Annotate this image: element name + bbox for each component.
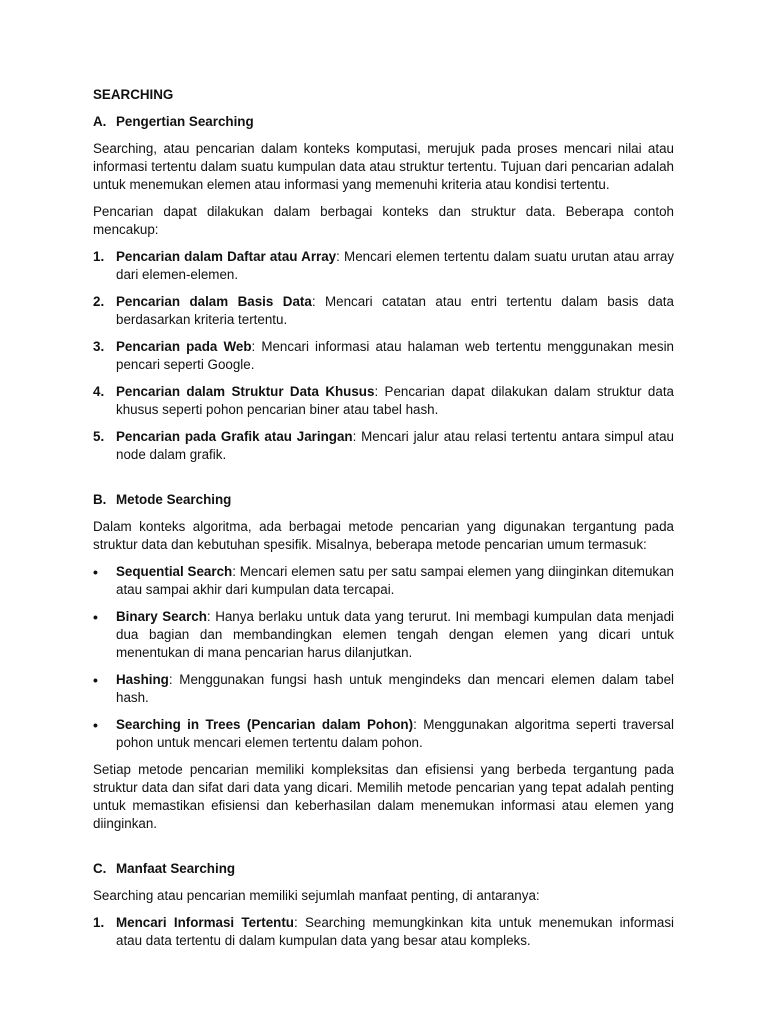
- list-item-term: Pencarian dalam Daftar atau Array: [116, 249, 337, 264]
- list-item: [93, 293, 674, 329]
- bullet-icon: •: [93, 609, 98, 625]
- section-a-heading: [93, 113, 674, 131]
- list-item-description: : Mencari informasi atau halaman web tertentu menggunakan mesin pencari seperti Google.: [116, 339, 674, 372]
- list-item: [93, 608, 674, 662]
- section-c-letter: C.: [93, 861, 107, 876]
- list-item-term: Pencarian pada Grafik atau Jaringan: [116, 429, 353, 444]
- list-number: 4.: [93, 384, 105, 399]
- section-a-title: Pengertian Searching: [116, 114, 254, 129]
- section-a-paragraph-2: Pencarian dapat dilakukan dalam berbagai konteks dan struktur data. Beberapa contoh mencakup:: [93, 204, 674, 237]
- list-number: 1.: [93, 915, 105, 930]
- list-item-term: Pencarian dalam Struktur Data Khusus: [116, 384, 375, 399]
- blank-line: [93, 842, 674, 860]
- section-b-heading: [93, 491, 674, 509]
- section-b-paragraph-1: Dalam konteks algoritma, ada berbagai metode pencarian yang digunakan tergantung pada struktur data dan kebutuhan spesifik. Misalnya, beberapa metode pencarian umum termasuk:: [93, 519, 674, 552]
- bullet-icon: •: [93, 564, 98, 580]
- section-c-numbered-list: [93, 914, 674, 950]
- document-title: SEARCHING: [93, 87, 174, 102]
- list-item-description: : Mencari elemen tertentu dalam suatu urutan atau array dari elemen-elemen.: [116, 249, 674, 282]
- list-item-term: Binary Search: [116, 609, 207, 624]
- list-item-description: : Menggunakan algoritma seperti traversal pohon untuk mencari elemen tertentu dalam pohon.: [116, 717, 674, 750]
- list-item-term: Searching in Trees (Pencarian dalam Pohon): [116, 717, 414, 732]
- section-a-paragraph-1: Searching, atau pencarian dalam konteks komputasi, merujuk pada proses mencari nilai atau informasi tertentu dalam suatu kumpulan data atau struktur tertentu. Tujuan dari pencarian adalah untuk menemukan elemen atau informasi yang memenuhi kriteria atau kondisi tertentu.: [93, 141, 674, 192]
- list-item-term: Mencari Informasi Tertentu: [116, 915, 294, 930]
- list-item: [93, 338, 674, 374]
- list-item: [93, 716, 674, 752]
- list-item-description: : Menggunakan fungsi hash untuk mengindeks dan mencari elemen dalam tabel hash.: [116, 672, 674, 705]
- list-item-term: Pencarian dalam Basis Data: [116, 294, 312, 309]
- section-b-title: Metode Searching: [116, 492, 232, 507]
- list-item-description: : Mencari catatan atau entri tertentu dalam basis data berdasarkan kriteria tertentu.: [116, 294, 674, 327]
- section-a-letter: A.: [93, 114, 107, 129]
- bullet-icon: •: [93, 672, 98, 688]
- section-a-numbered-list: [93, 248, 674, 464]
- list-item: [93, 563, 674, 599]
- list-item-description: : Mencari elemen satu per satu sampai elemen yang diinginkan ditemukan atau sampai akhir dari kumpulan data tercapai.: [116, 564, 674, 597]
- section-b-paragraph-2: Setiap metode pencarian memiliki kompleksitas dan efisiensi yang berbeda tergantung pada struktur data dan sifat dari data yang dicari. Memilih metode pencarian yang tepat adalah penting untuk memastikan efisiensi dan keberhasilan dalam menemukan informasi atau elemen yang diinginkan.: [93, 762, 674, 831]
- list-item-description: : Mencari jalur atau relasi tertentu antara simpul atau node dalam grafik.: [116, 429, 674, 462]
- list-item-term: Hashing: [116, 672, 169, 687]
- list-item-term: Sequential Search: [116, 564, 233, 579]
- list-number: 3.: [93, 339, 105, 354]
- section-b-letter: B.: [93, 492, 107, 507]
- list-item-term: Pencarian pada Web: [116, 339, 252, 354]
- section-c-heading: [93, 860, 674, 878]
- list-item-description: : Searching memungkinkan kita untuk menemukan informasi atau data tertentu di dalam kumpulan data yang besar atau kompleks.: [116, 915, 675, 948]
- list-item: [93, 671, 674, 707]
- document-page: [93, 86, 674, 959]
- list-item: [93, 248, 674, 284]
- bullet-icon: •: [93, 717, 98, 733]
- blank-line: [93, 473, 674, 491]
- list-number: 1.: [93, 249, 105, 264]
- section-c-title: Manfaat Searching: [116, 861, 236, 876]
- list-item: [93, 914, 674, 950]
- section-b-bullet-list: [93, 563, 674, 752]
- list-item-description: : Pencarian dapat dilakukan dalam struktur data khusus seperti pohon pencarian biner atau tabel hash.: [116, 384, 674, 417]
- section-c-paragraph-1: Searching atau pencarian memiliki sejumlah manfaat penting, di antaranya:: [93, 888, 540, 903]
- list-item: [93, 383, 674, 419]
- list-number: 2.: [93, 294, 105, 309]
- list-item-description: : Hanya berlaku untuk data yang terurut. Ini membagi kumpulan data menjadi dua bagian dan membandingkan elemen tengah dengan elemen yang dicari untuk menentukan di mana pencarian harus dilanjutkan.: [116, 609, 674, 660]
- list-item: [93, 428, 674, 464]
- list-number: 5.: [93, 429, 105, 444]
